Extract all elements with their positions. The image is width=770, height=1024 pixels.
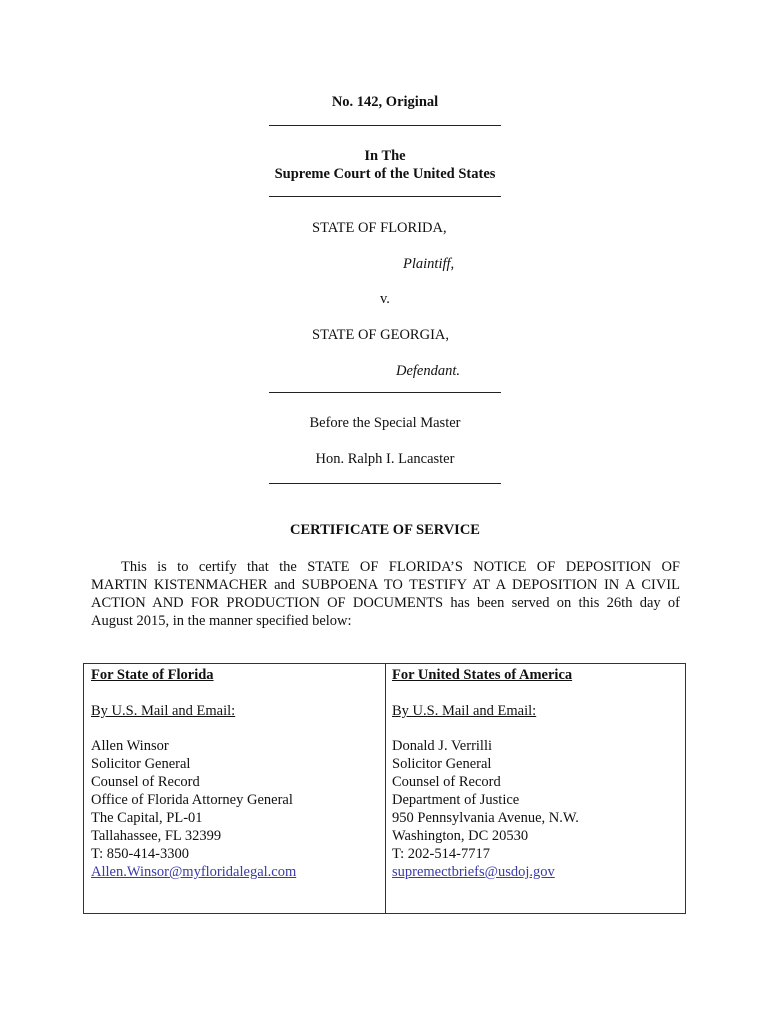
plaintiff-role: Plaintiff,: [403, 256, 455, 272]
phone-number: T: 202-514-7717: [392, 846, 490, 862]
before-special-master: Before the Special Master: [309, 415, 461, 431]
service-table: [83, 663, 686, 914]
service-method: By U.S. Mail and Email:: [91, 703, 236, 719]
counsel-name: Donald J. Verrilli: [392, 738, 493, 754]
party-heading: For United States of America: [392, 667, 573, 683]
counsel-office: Department of Justice: [392, 792, 520, 808]
party-heading: For State of Florida: [91, 667, 214, 683]
certificate-line: This is to certify that the STATE OF FLORIDA’S NOTICE OF DEPOSITION OF: [121, 559, 680, 575]
case-number: No. 142, Original: [331, 94, 439, 110]
counsel-address-block: [392, 737, 579, 881]
certificate-line: August 2015, in the manner specified below:: [91, 613, 352, 629]
defendant-role: Defendant.: [396, 363, 461, 379]
counsel-role: Counsel of Record: [392, 774, 501, 790]
counsel-title: Solicitor General: [392, 756, 492, 772]
address-line-2: Washington, DC 20530: [392, 828, 529, 844]
email-link[interactable]: Allen.Winsor@myfloridalegal.com: [91, 864, 297, 880]
caption-divider-1: [269, 125, 501, 126]
certificate-line: ACTION AND FOR PRODUCTION OF DOCUMENTS has been served on this 26th day of: [91, 595, 680, 611]
plaintiff-name: STATE OF FLORIDA,: [312, 220, 447, 236]
court-line-2: Supreme Court of the United States: [274, 166, 496, 182]
address-line-2: Tallahassee, FL 32399: [91, 828, 222, 844]
versus: v.: [380, 291, 390, 307]
court-line-1: In The: [364, 148, 406, 164]
address-line-1: 950 Pennsylvania Avenue, N.W.: [392, 810, 579, 826]
certificate-body: [91, 558, 680, 630]
caption-divider-2: [269, 196, 501, 197]
table-column-divider: [385, 664, 386, 913]
counsel-role: Counsel of Record: [91, 774, 200, 790]
counsel-address-block: [91, 737, 296, 881]
defendant-name: STATE OF GEORGIA,: [312, 327, 449, 343]
caption-divider-4: [269, 483, 501, 484]
counsel-office: Office of Florida Attorney General: [91, 792, 293, 808]
counsel-name: Allen Winsor: [91, 738, 169, 754]
counsel-title: Solicitor General: [91, 756, 191, 772]
service-method: By U.S. Mail and Email:: [392, 703, 537, 719]
judge-name: Hon. Ralph I. Lancaster: [315, 451, 455, 467]
email-link[interactable]: supremectbriefs@usdoj.gov: [392, 864, 555, 880]
certificate-line: MARTIN KISTENMACHER and SUBPOENA TO TESTIFY AT A DEPOSITION IN A CIVIL: [91, 577, 680, 593]
certificate-title: CERTIFICATE OF SERVICE: [290, 522, 480, 538]
caption-divider-3: [269, 392, 501, 393]
address-line-1: The Capital, PL-01: [91, 810, 203, 826]
phone-number: T: 850-414-3300: [91, 846, 189, 862]
